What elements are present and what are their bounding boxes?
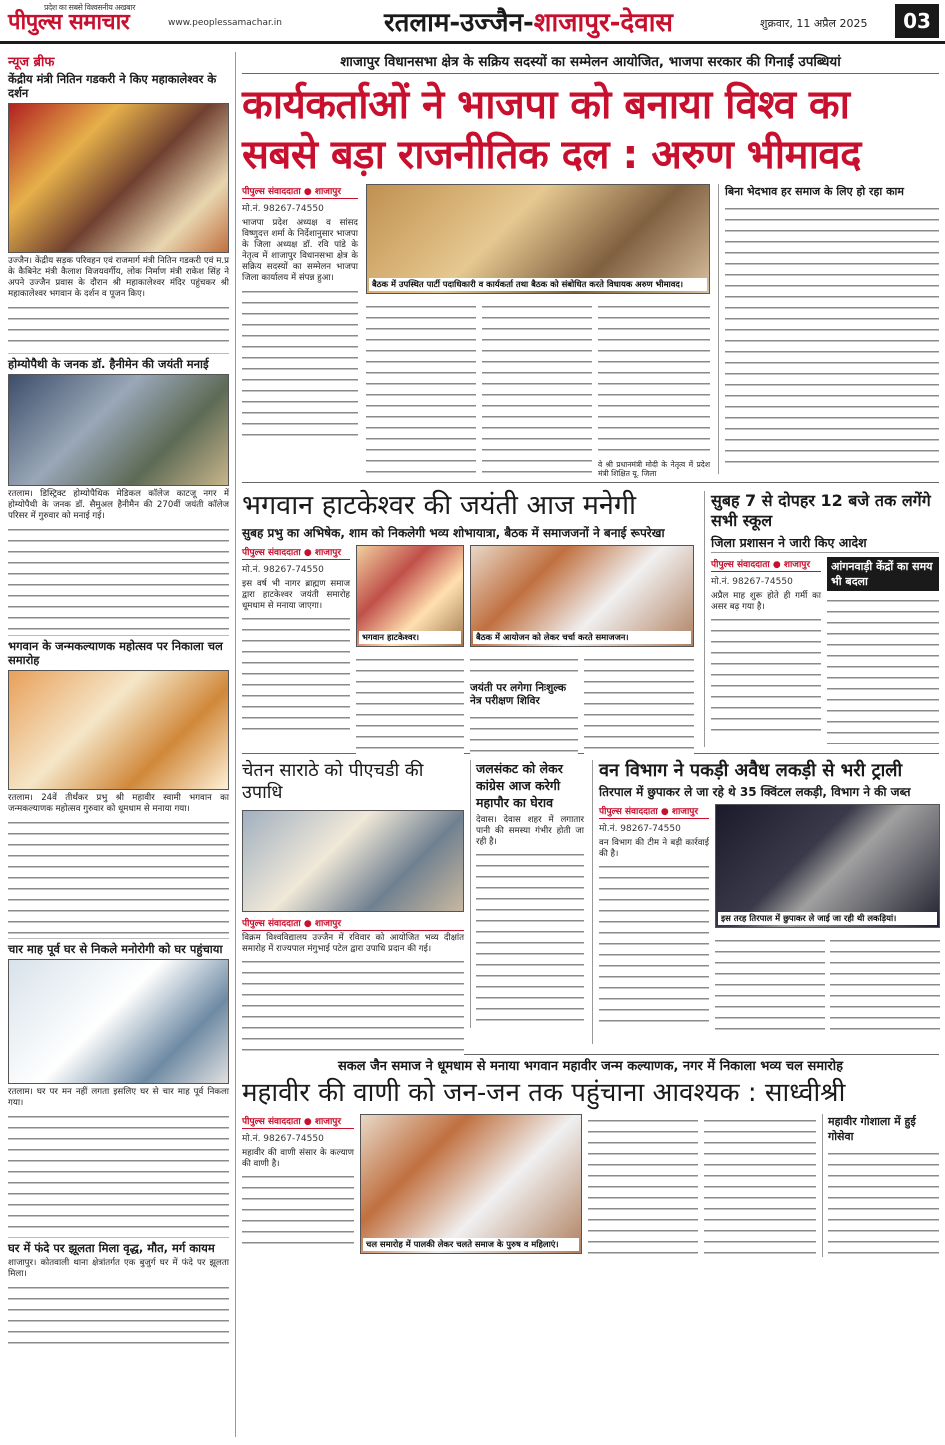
mahavir-procession-photo bbox=[360, 1114, 582, 1254]
hatkeshwar-sub-headline: जयंती पर लगेगा निःशुल्क नेत्र परीक्षण शिविर bbox=[470, 682, 567, 707]
lead-body-lines bbox=[242, 285, 358, 445]
lead-quote-attrib: वे श्री प्रधानमंत्री मोदी के नेतृत्व में प्रदेश मंत्री शिक्षित यू. जिला bbox=[598, 460, 710, 478]
brief-body: उज्जैन। केंद्रीय सड़क परिवहन एवं राजमार्ग मंत्री नितिन गडकरी एवं म.प्र के कैबिनेट मंत्री कैलाश विजयवर्गीय, लोक निर्माण मंत्री राकेश सिंह ने अपने उज्जैन प्रवास के दौरान श्री महाकालेश्वर मंदिर पहुंचकर श्री महाकालेश्वर भगवान के दर्शन व पूजन किए। bbox=[8, 256, 229, 299]
lead-kicker: शाजापुर विधानसभा क्षेत्र के सक्रिय सदस्यों का सम्मेलन आयोजित, भाजपा सरकार की गिनाईं उपब्धियां bbox=[242, 52, 939, 74]
forest-deck: तिरपाल में छुपाकर ले जा रहे थे 35 क्विंटल लकड़ी, विभाग ने की जब्त bbox=[599, 785, 911, 799]
mahavir-byline: पीपुल्स संवाददाता ● शाजापुर bbox=[242, 1114, 354, 1129]
schools-phone: मो.नं. 98267-74550 bbox=[711, 577, 793, 587]
hatkeshwar-deck: सुबह प्रभु का अभिषेक, शाम को निकलेगी भव्य शोभायात्रा, बैठक में समाजजनों ने बनाई रूपरेखा bbox=[242, 526, 665, 540]
mahavir-body-lines bbox=[588, 1114, 698, 1254]
main-content bbox=[242, 52, 939, 1279]
mahavir-body-lines bbox=[242, 1170, 354, 1250]
brief-headline: घर में फंदे पर झूलता मिला वृद्ध, मौत, मर्ग कायम bbox=[8, 1237, 229, 1255]
brief-body-lines bbox=[8, 1110, 229, 1235]
forest-body-lines bbox=[599, 860, 709, 1030]
brief-item bbox=[8, 72, 229, 351]
schools-body-excerpt: अप्रैल माह शुरू होते ही गर्मी का असर बढ़ गया है। bbox=[711, 591, 821, 612]
hatkeshwar-meeting-photo bbox=[470, 545, 694, 647]
mahavir-section bbox=[242, 1059, 939, 1279]
brief-headline: होम्योपैथी के जनक डॉ. हैनीमेन की जयंती मनाई bbox=[8, 353, 229, 371]
lead-side-headline: बिना भेदभाव हर समाज के लिए हो रहा काम bbox=[725, 185, 904, 198]
news-brief-sidebar bbox=[8, 52, 236, 1437]
brief-body-lines bbox=[8, 523, 229, 633]
hatkeshwar-body-lines bbox=[470, 653, 578, 679]
mahavir-kicker: सकल जैन समाज ने धूमधाम से मनाया भगवान महावीर जन्म कल्याणक, नगर में निकाला भव्य चल समारोह bbox=[338, 1059, 843, 1074]
mahavir-phone: मो.नं. 98267-74550 bbox=[242, 1134, 324, 1144]
mahavir-caption: चल समारोह में पालकी लेकर चलते समाज के पुरुष व महिलाएं। bbox=[363, 1238, 579, 1251]
issue-date: शुक्रवार, 11 अप्रैल 2025 bbox=[760, 17, 868, 30]
forest-body-lines bbox=[830, 934, 940, 1039]
lead-body-lines bbox=[366, 300, 476, 474]
schools-deck: जिला प्रशासन ने जारी किए आदेश bbox=[711, 535, 939, 553]
hatkeshwar-body-lines bbox=[470, 711, 578, 755]
forest-phone: मो.नं. 98267-74550 bbox=[599, 824, 681, 834]
chetan-body-excerpt: विक्रम विश्वविद्यालय उज्जैन में रविवार को आयोजित भव्य दीक्षांत समारोह में राज्यपाल मंगुभाई पटेल द्वारा उपाधि प्रदान की गई। bbox=[242, 933, 464, 954]
brief-body: रतलाम। घर पर मन नहीं लगता इसलिए घर से चार माह पूर्व निकला गया। bbox=[8, 1087, 229, 1108]
brief-body-lines bbox=[8, 816, 229, 936]
schools-byline: पीपुल्स संवाददाता ● शाजापुर bbox=[711, 557, 821, 572]
lead-body-lines bbox=[598, 300, 710, 460]
masthead bbox=[0, 0, 945, 44]
hatkeshwar-phone: मो.नं. 98267-74550 bbox=[242, 565, 324, 575]
lead-phone: मो.नं. 98267-74550 bbox=[242, 204, 324, 214]
forest-byline: पीपुल्स संवाददाता ● शाजापुर bbox=[599, 804, 709, 819]
brief-body-lines bbox=[8, 1281, 229, 1347]
hatkeshwar-headline[interactable]: भगवान हाटकेश्वर की जयंती आज मनेगी bbox=[242, 490, 637, 521]
lower-section bbox=[242, 760, 939, 1050]
brief-item bbox=[8, 353, 229, 633]
chetan-body-lines bbox=[242, 955, 464, 1055]
brief-body: रतलाम। डिस्ट्रिक्ट होम्योपैथिक मेडिकल कॉलेज काटजू नगर में होम्योपैथी के जनक डॉ. सैमुअल हैनीमैन की 270वीं जयंती कॉलेज परिसर में गुरुवार को मनाई गई। bbox=[8, 489, 229, 521]
edition-title: रतलाम-उज्जैन-शाजापुर-देवास bbox=[384, 8, 674, 38]
brief-item bbox=[8, 635, 229, 936]
lead-side-lines bbox=[725, 202, 939, 464]
chetan-headline[interactable]: चेतन साराठे को पीएचडी की उपाधि bbox=[242, 760, 424, 803]
brief-body-lines bbox=[8, 301, 229, 351]
chetan-photo bbox=[242, 810, 464, 912]
mahavir-headline[interactable]: महावीर की वाणी को जन-जन तक पहुंचाना आवश्यक : साध्वीश्री bbox=[242, 1078, 846, 1108]
goshala-box-lines bbox=[828, 1147, 939, 1257]
website-url[interactable]: www.peoplessamachar.in bbox=[168, 18, 282, 28]
logo-tagline: प्रदेश का सबसे विश्वसनीय अखबार bbox=[44, 3, 136, 12]
jalsankat-body-excerpt: देवास। देवास शहर में लगातार पानी की समस्या गंभीर होती जा रही है। bbox=[476, 815, 584, 847]
lead-photo-caption: बैठक में उपस्थित पार्टी पदाधिकारी व कार्यकर्ता तथा बैठक को संबोधित करते विधायक अरुण भीमावद। bbox=[369, 278, 707, 291]
hatkeshwar-body-lines bbox=[584, 653, 694, 755]
forest-trolley-photo bbox=[715, 804, 940, 928]
anganwadi-box-lines bbox=[827, 594, 939, 744]
anganwadi-box-headline: आंगनवाड़ी केंद्रों का समय भी बदला bbox=[827, 557, 939, 591]
forest-body-excerpt: वन विभाग की टीम ने बड़ी कार्रवाई की है। bbox=[599, 838, 709, 859]
lead-byline: पीपुल्स संवाददाता ● शाजापुर bbox=[242, 184, 358, 199]
news-brief-tag: न्यूज ब्रीफ bbox=[8, 55, 55, 70]
lead-photo bbox=[366, 184, 710, 294]
brief-headline: चार माह पूर्व घर से निकले मनोरोगी को घर पहुंचाया bbox=[8, 938, 229, 956]
brief-headline: केंद्रीय मंत्री नितिन गडकरी ने किए महाकालेश्वर के दर्शन bbox=[8, 72, 217, 100]
forest-caption: इस तरह तिरपाल में छुपाकर ले जाई जा रही थी लकड़ियां। bbox=[718, 912, 937, 925]
brief-photo bbox=[8, 374, 229, 486]
lead-story-body bbox=[242, 184, 939, 478]
chetan-byline: पीपुल्स संवाददाता ● शाजापुर bbox=[242, 916, 464, 931]
hatkeshwar-caption2: बैठक में आयोजन को लेकर चर्चा करते समाजजन। bbox=[473, 631, 691, 644]
lead-headline[interactable]: कार्यकर्ताओं ने भाजपा को बनाया विश्व का सबसे बड़ा राजनीतिक दल : अरुण भीमावद bbox=[242, 82, 861, 178]
brief-item bbox=[8, 938, 229, 1235]
brief-item bbox=[8, 1237, 229, 1347]
hatkeshwar-caption1: भगवान हाटकेश्वर। bbox=[359, 631, 461, 644]
forest-body-lines bbox=[715, 934, 825, 1039]
lead-body-excerpt: भाजपा प्रदेश अध्यक्ष व सांसद विष्णुदत्त शर्मा के निर्देशानुसार भाजपा के जिला अध्यक्ष डॉ. रवि पांडे के नेतृत्व में शाजापुर विधानसभा क्षेत्र के सक्रिय सदस्यों का सम्मेलन भाजपा जिला कार्यालय में संपन्न हुआ। bbox=[242, 218, 358, 283]
jalsankat-body-lines bbox=[476, 848, 584, 1028]
lead-body-lines bbox=[482, 300, 592, 474]
middle-section bbox=[242, 491, 939, 747]
brief-headline: भगवान के जन्मकल्याणक महोत्सव पर निकाला चल समारोह bbox=[8, 635, 229, 667]
brief-body: रतलाम। 24वें तीर्थंकर प्रभु श्री महावीर स्वामी भगवान का जन्मकल्याणक महोत्सव गुरुवार को धूमधाम से मनाया गया। bbox=[8, 793, 229, 814]
mahavir-body-excerpt: महावीर की वाणी संसार के कल्याण की वाणी है। bbox=[242, 1148, 354, 1169]
forest-headline[interactable]: वन विभाग ने पकड़ी अवैध लकड़ी से भरी ट्राली bbox=[599, 760, 903, 781]
schools-body-lines bbox=[711, 613, 821, 733]
mahavir-body-lines bbox=[704, 1114, 816, 1254]
hatkeshwar-body-lines bbox=[242, 612, 350, 732]
newspaper-logo[interactable]: प्रदेश का सबसे विश्वसनीय अखबार पीपुल्स समाचार bbox=[8, 3, 136, 35]
hatkeshwar-byline: पीपुल्स संवाददाता ● शाजापुर bbox=[242, 545, 350, 560]
hatkeshwar-photo bbox=[356, 545, 464, 647]
brief-photo bbox=[8, 670, 229, 790]
schools-headline[interactable]: सुबह 7 से दोपहर 12 बजे तक लगेंगे सभी स्कूल bbox=[711, 491, 931, 530]
hatkeshwar-body-excerpt: इस वर्ष भी नागर ब्राह्मण समाज द्वारा हाटकेश्वर जयंती समारोह धूमधाम से मनाया जाएगा। bbox=[242, 579, 350, 611]
brief-photo bbox=[8, 959, 229, 1084]
goshala-box-headline: महावीर गोशाला में हुई गोसेवा bbox=[828, 1115, 916, 1143]
brief-photo bbox=[8, 103, 229, 253]
hatkeshwar-body-lines bbox=[356, 653, 464, 755]
brief-body: शाजापुर। कोतवाली थाना क्षेत्रांतर्गत एक बुजुर्ग घर में फंदे पर झूलता मिला। bbox=[8, 1258, 229, 1279]
jalsankat-headline[interactable]: जलसंकट को लेकर कांग्रेस आज करेगी महापौर का घेराव bbox=[476, 761, 563, 810]
page-number: 03 bbox=[895, 4, 939, 38]
